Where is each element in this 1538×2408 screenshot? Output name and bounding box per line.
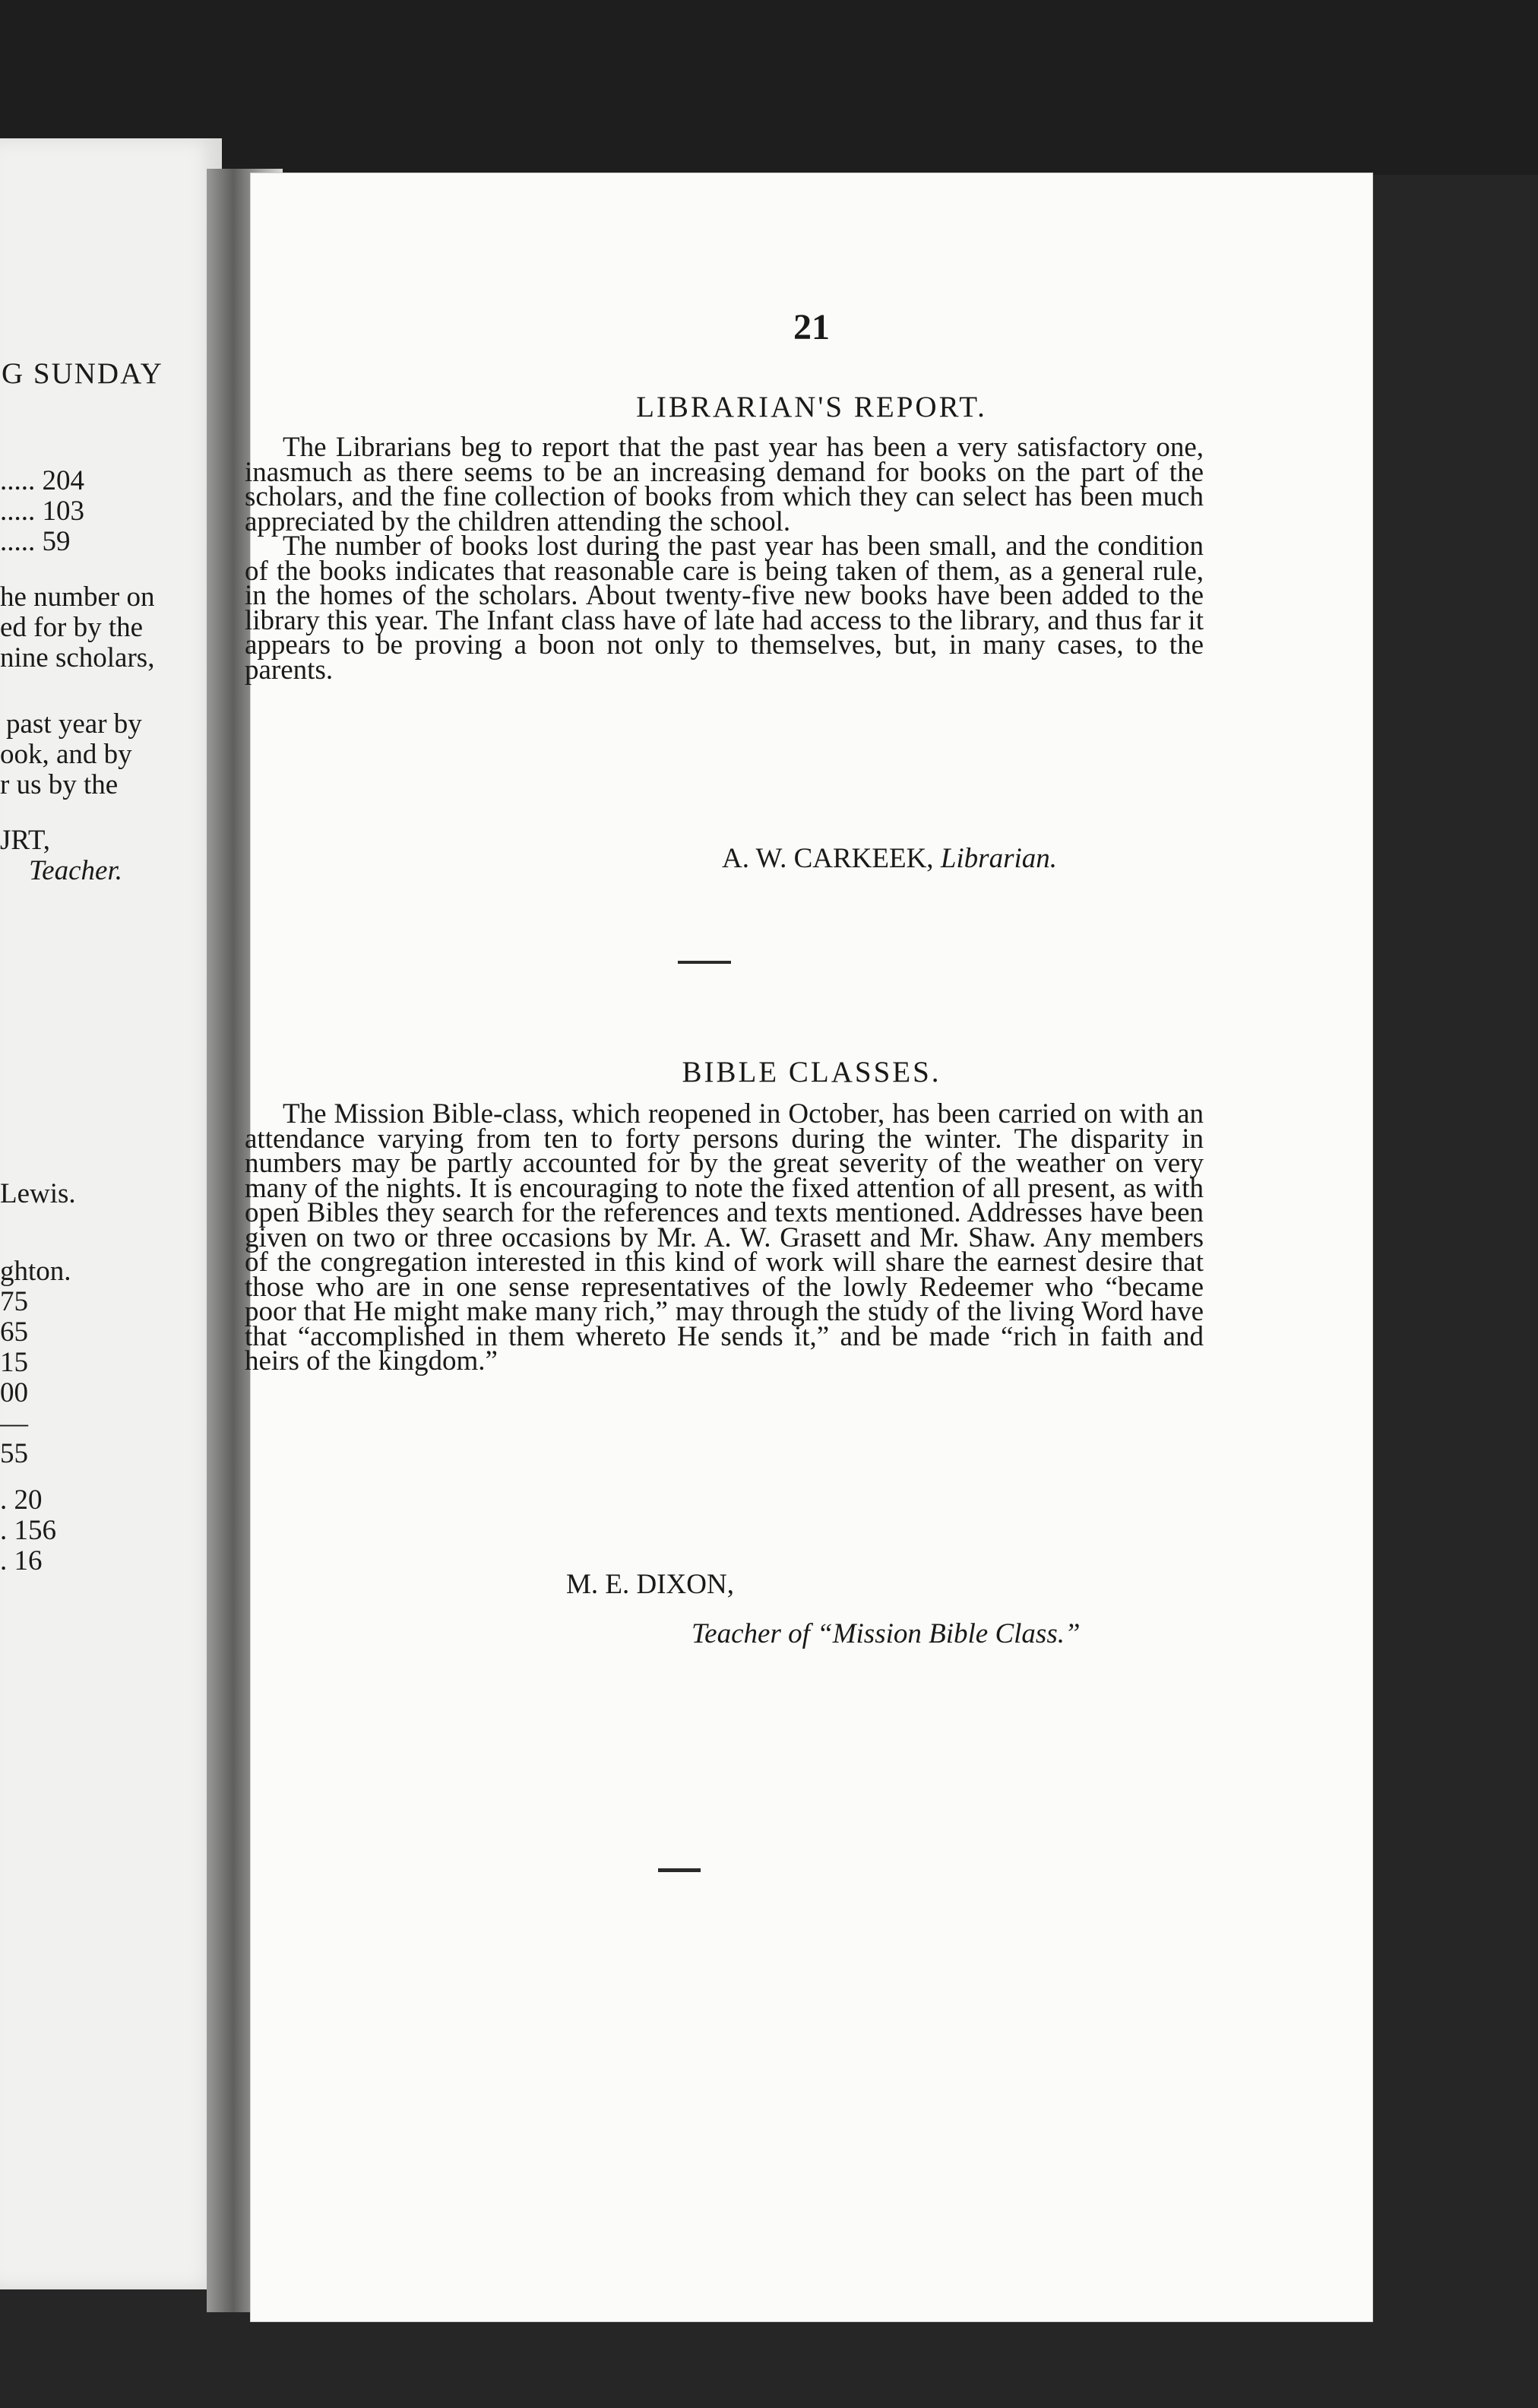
bible-classes-text (245, 1098, 1204, 1377)
librarian-signature-role: Librarian. (940, 843, 1057, 874)
left-signature-role: Teacher. (29, 855, 122, 886)
librarian-report-text (245, 432, 1204, 686)
left-number-6: 55 (0, 1438, 28, 1469)
right-page (245, 173, 1372, 2321)
bible-signature-role-text: Teacher of “Mission Bible Class.” (691, 1618, 1081, 1649)
librarian-report-title: LIBRARIAN'S REPORT. (636, 391, 987, 423)
left-line-1: he number on (0, 581, 155, 613)
left-name-fragment-2: ghton. (0, 1256, 71, 1287)
left-line-5: ook, and by (0, 739, 132, 770)
left-line-4: past year by (6, 708, 142, 740)
page-number: 21 (793, 307, 830, 347)
left-heading-fragment: G SUNDAY (2, 357, 163, 390)
librarian-signature-name: A. W. CARKEEK, (722, 843, 934, 874)
left-line-2: ed for by the (0, 612, 144, 643)
left-dotted-number-1: . 20 (0, 1484, 43, 1516)
librarian-signature (722, 842, 1057, 875)
left-number-4: 00 (0, 1377, 28, 1408)
left-line-6: r us by the (0, 769, 119, 800)
divider-rule-1 (678, 961, 731, 964)
librarian-paragraph-2: The number of books lost during the past year has been small, and the condition of the books indicates that reasonable care is being taken of them, as a general rule, in the homes of the scholars. About twenty-five new books have been added to the library this year. The Infant class have of late had access to the library, and thus far it appears to be proving a boon not only to themselves, but, in many cases, to the parents. (245, 531, 1204, 686)
left-value-2: ..... 103 (0, 496, 84, 527)
left-dotted-number-2: . 156 (0, 1515, 56, 1546)
divider-rule-2 (658, 1868, 701, 1872)
left-number-1: 75 (0, 1286, 28, 1317)
scan-backdrop-top (0, 0, 1538, 175)
left-value-1: ..... 204 (0, 465, 84, 496)
bible-signature-name: M. E. DIXON, (566, 1569, 734, 1600)
librarian-paragraph-1: The Librarians beg to report that the past year has been a very satisfactory one, inasmuch as there seems to be an increasing demand for books on the part of the scholars, and the fine collection of books from which they can select has been much appreciated by the children attending the school. (245, 432, 1204, 537)
left-page-fragment (0, 138, 222, 2289)
bible-classes-title: BIBLE CLASSES. (682, 1056, 941, 1088)
left-name-fragment-1: Lewis. (0, 1178, 76, 1209)
left-number-2: 65 (0, 1316, 28, 1348)
left-number-3: 15 (0, 1347, 28, 1378)
left-value-3: ..... 59 (0, 526, 71, 557)
left-line-3: nine scholars, (0, 642, 155, 673)
bible-signature-role (691, 1617, 1081, 1650)
left-dotted-number-3: . 16 (0, 1545, 43, 1576)
bible-classes-paragraph: The Mission Bible-class, which reopened in October, has been carried on with an attendance varying from ten to forty persons during the winter. The disparity in numbers may be partly accounted for by the great severity of the weather on very many of the nights. It is encouraging to note the fixed attention of all present, as with open Bibles they search for the references and texts mentioned. Addresses have been given on two or three occasions by Mr. A. W. Grasett and Mr. Shaw. Any members of the congregation interested in this kind of work will share the earnest desire that those who are in one sense representatives of the lowly Redeemer who “became poor that He might make many rich,” may through the study of the living Word have that “accomplished in them whereto He sends it,” and be made “rich in faith and heirs of the kingdom.” (245, 1098, 1204, 1377)
left-number-5: — (0, 1408, 28, 1439)
left-signature: JRT, (0, 825, 50, 856)
